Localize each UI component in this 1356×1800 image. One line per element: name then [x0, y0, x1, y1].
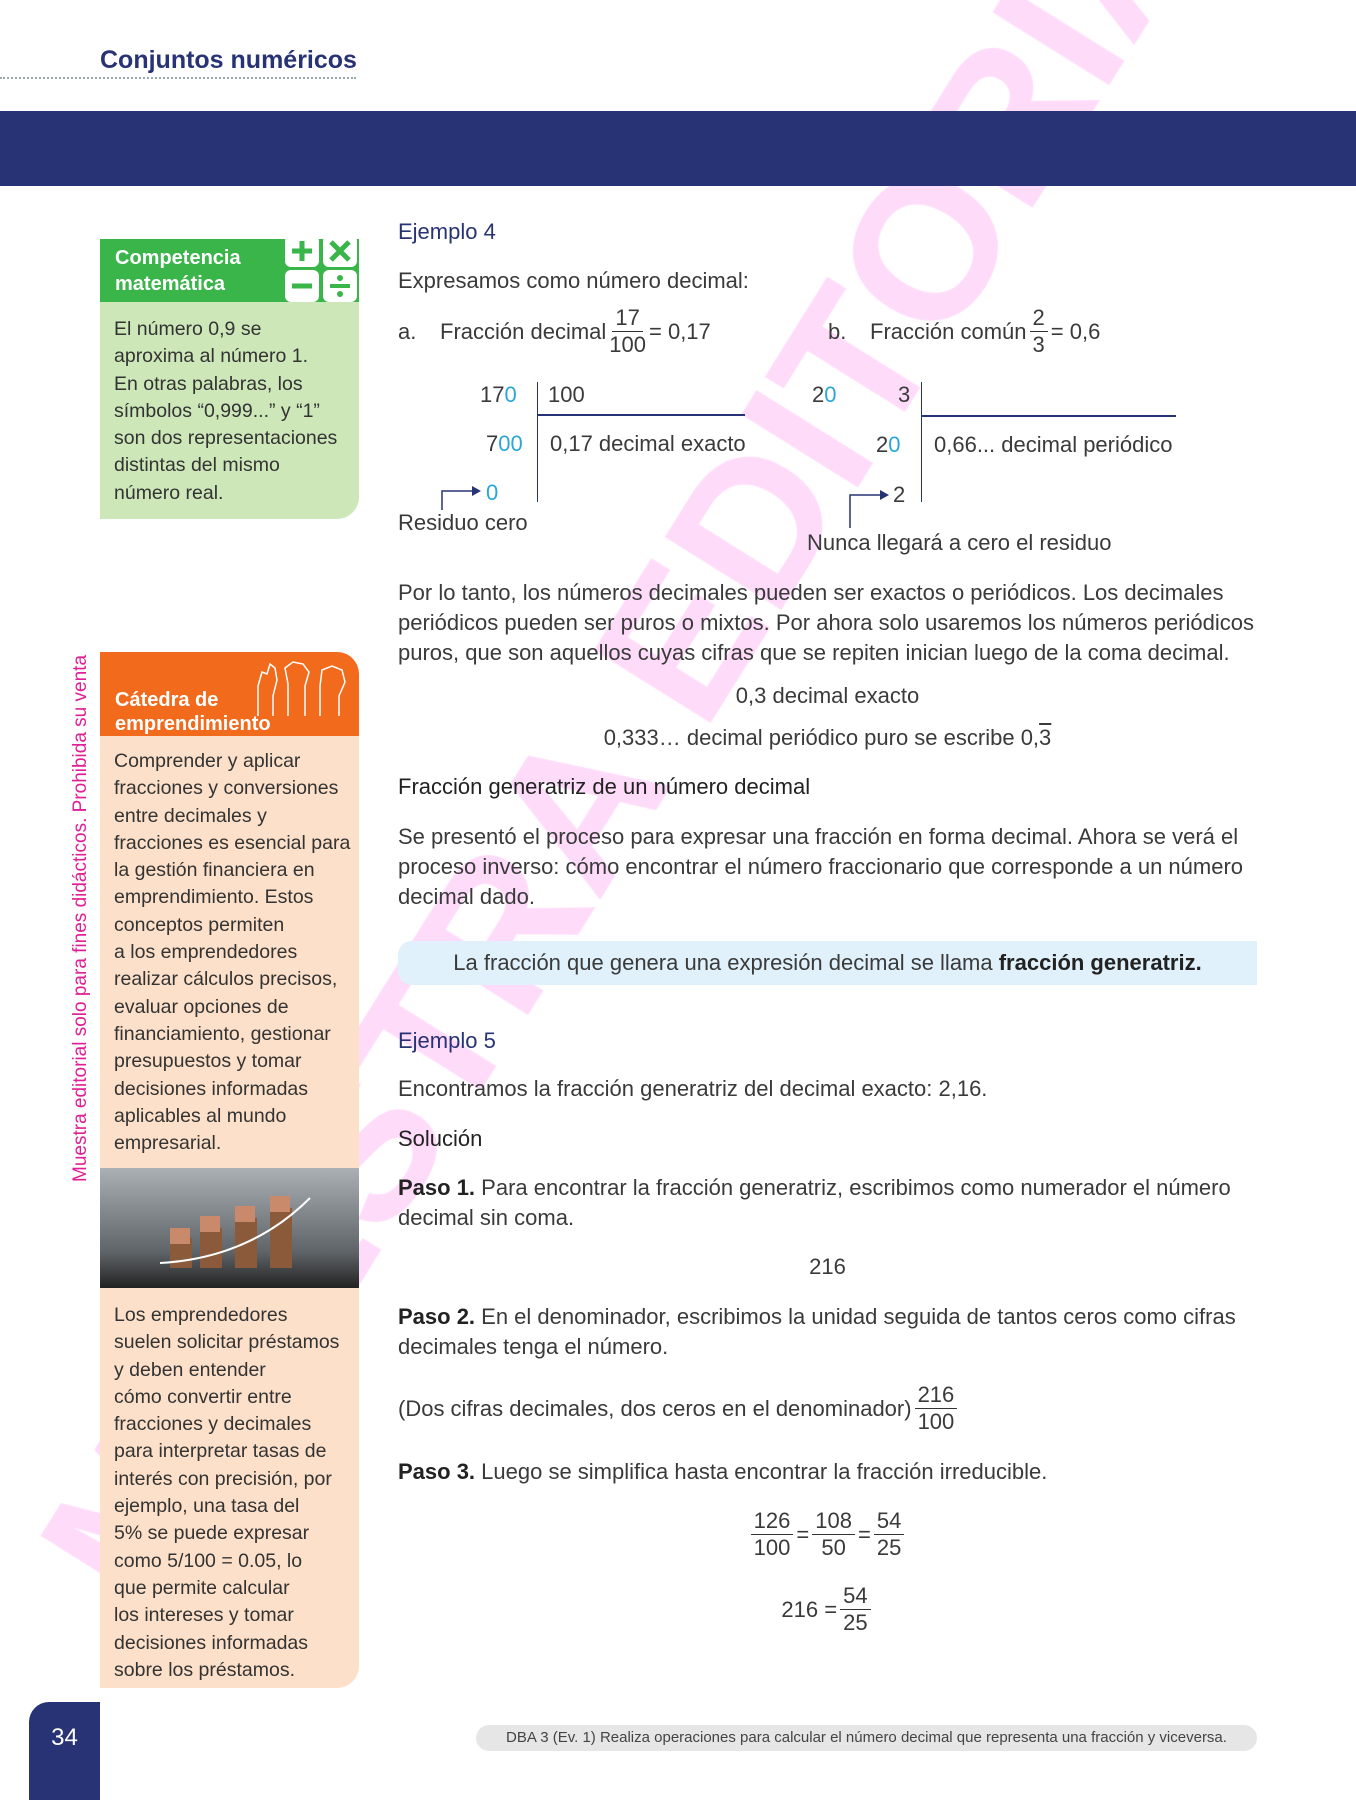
div-a-dividend [480, 380, 517, 410]
periodic-digit: 3 [1039, 725, 1052, 750]
added-zero: 0 [824, 382, 837, 407]
final-result [398, 1583, 1257, 1636]
text-line: presupuestos y tomar [114, 1050, 302, 1073]
text-line: En otras palabras, los [114, 372, 303, 395]
arrow-icon [440, 486, 484, 510]
simplification-chain [398, 1508, 1257, 1561]
definition-highlight [398, 941, 1257, 985]
text-line: fracciones es esencial para [114, 831, 351, 854]
catedra-body-2 [100, 1288, 359, 1688]
text-line: distintas del mismo [114, 454, 280, 477]
div-a-remainder: 0 [486, 480, 499, 505]
digits: 7 [486, 431, 499, 456]
calculator-icon [283, 233, 361, 303]
text: En el denominador, escribimos la unidad seguida de tantos ceros como cifras [475, 1304, 1236, 1329]
added-zero: 0 [504, 382, 517, 407]
raised-hands-icon [250, 656, 355, 716]
paragraph-decimals [398, 578, 1254, 668]
div-b-vline [921, 382, 922, 502]
catedra-title-1: Cátedra de [115, 689, 219, 711]
text-line: son dos representaciones [114, 427, 338, 450]
text-line: como 5/100 = 0.05, lo [114, 1549, 303, 1572]
example-exact: 0,3 decimal exacto [735, 683, 920, 708]
text-line: que permite calcular [114, 1576, 290, 1599]
text: 216 = [781, 1596, 838, 1622]
equals: = [796, 1521, 810, 1547]
text-line: aproxima al número 1. [114, 345, 309, 368]
ejemplo4-intro: Expresamos como número decimal: [398, 268, 749, 293]
text-line: proceso inverso: cómo encontrar el número fraccionario que corresponde a un número [398, 854, 1244, 879]
numerator: 126 [751, 1508, 794, 1535]
step-label: Paso 3. [398, 1459, 476, 1484]
numerator: 54 [840, 1583, 870, 1610]
text-line: suelen solicitar préstamos [114, 1331, 340, 1354]
solucion-label: Solución [398, 1126, 483, 1151]
section-title: Conjuntos numéricos [100, 46, 357, 74]
text-line: Los emprendedores [114, 1304, 288, 1326]
text-line: El número 0,9 se [114, 318, 262, 340]
header-divider [0, 77, 356, 79]
fraction [874, 1508, 904, 1561]
bold-term: fracción generatriz. [998, 950, 1202, 975]
fraction [812, 1508, 855, 1561]
item-a-result: = 0,17 [649, 318, 711, 344]
competencia-title-1: Competencia [115, 247, 241, 269]
dba-footer: DBA 3 (Ev. 1) Realiza operaciones para calcular el número decimal que representa una fracción y viceversa. [476, 1725, 1257, 1751]
numerator: 108 [812, 1508, 855, 1535]
competencia-body [100, 302, 359, 519]
text-line: decisiones informadas [114, 1631, 309, 1654]
section-paragraph [398, 822, 1243, 912]
fraction-17-100 [609, 305, 646, 358]
text: 0,333… decimal periódico puro se escribe 0, [603, 725, 1040, 750]
text-line: empresarial. [114, 1132, 222, 1155]
added-zero: 0 [888, 432, 901, 457]
div-b-quotient: 0,66... decimal periódico [934, 432, 1173, 457]
text-line: símbolos “0,999...” y “1” [114, 399, 320, 422]
div-a-row2 [486, 429, 523, 459]
text-line: realizar cálculos precisos, [114, 968, 338, 991]
catedra-header [100, 652, 359, 736]
numerator-216: 216 [809, 1254, 846, 1279]
text: La fracción que genera una expresión decimal se llama [453, 950, 999, 975]
text-line: sobre los préstamos. [114, 1658, 295, 1681]
text-line: y deben entender [114, 1358, 266, 1381]
item-b-result: = 0,6 [1050, 318, 1101, 344]
denominator: 100 [917, 1409, 955, 1434]
numerator: 216 [915, 1382, 958, 1409]
fraction [840, 1583, 870, 1636]
div-a-quotient: 0,17 decimal exacto [550, 431, 746, 456]
text-line: decimal dado. [398, 884, 535, 909]
text-line: número real. [114, 481, 224, 504]
div-b-note: Nunca llegará a cero el residuo [807, 530, 1112, 555]
item-a-text: Fracción decimal [440, 318, 607, 344]
fraction-2-3 [1030, 305, 1048, 358]
numerator: 17 [612, 305, 642, 332]
text-line: a los emprendedores [114, 941, 298, 964]
div-b-dividend [812, 380, 837, 410]
example-periodic [398, 723, 1257, 753]
text-line: evaluar opciones de [114, 995, 289, 1018]
denominator: 25 [876, 1535, 902, 1560]
item-b-label: b. [828, 318, 847, 344]
div-b-divisor: 3 [898, 382, 911, 407]
numerator: 2 [1030, 305, 1048, 332]
text-line: periódicos pueden ser puros o mixtos. Por ahora solo usaremos los números periódicos [398, 610, 1254, 635]
text-line: interés con precisión, por [114, 1467, 332, 1490]
denominator: 100 [609, 332, 646, 357]
denominator: 25 [843, 1610, 868, 1635]
div-a-vline [537, 382, 538, 502]
text: (Dos cifras decimales, dos ceros en el denominador) [398, 1395, 912, 1421]
text-line: para interpretar tasas de [114, 1440, 327, 1463]
vertical-watermark: Muestra editorial solo para fines didácticos. Prohibida su venta [70, 654, 91, 1182]
ejemplo5-title: Ejemplo 5 [398, 1028, 496, 1053]
text-line: Se presentó el proceso para expresar una fracción en forma decimal. Ahora se verá el [398, 824, 1239, 849]
step-label: Paso 2. [398, 1304, 476, 1329]
text-line: ejemplo, una tasa del [114, 1495, 300, 1518]
div-a-hline [537, 414, 745, 416]
arrow-icon [848, 486, 892, 528]
header-band [0, 111, 1356, 186]
ejemplo4-title: Ejemplo 4 [398, 219, 496, 244]
dos-cifras-line [398, 1382, 960, 1435]
paso1 [398, 1173, 1231, 1233]
text-line: Por lo tanto, los números decimales pueden ser exactos o periódicos. Los decimales [398, 580, 1224, 605]
text-line: 5% se puede expresar [114, 1522, 310, 1545]
div-b-row2 [876, 430, 901, 460]
fraction-216-100 [915, 1382, 958, 1435]
text-line: financiamiento, gestionar [114, 1022, 331, 1045]
text-line: cómo convertir entre [114, 1385, 292, 1408]
numerator: 54 [874, 1508, 904, 1535]
page-number: 34 [29, 1702, 100, 1800]
ejemplo5-intro: Encontramos la fracción generatriz del decimal exacto: 2,16. [398, 1076, 988, 1101]
text: Para encontrar la fracción generatriz, escribimos como numerador el número [475, 1175, 1231, 1200]
item-a [398, 305, 711, 358]
section-heading: Fracción generatriz de un número decimal [398, 774, 811, 799]
paso2 [398, 1302, 1236, 1362]
equals: = [857, 1521, 871, 1547]
text-line: la gestión financiera en [114, 859, 315, 882]
text-line: los intereses y tomar [114, 1604, 294, 1627]
added-zeros: 00 [498, 431, 523, 456]
digits: 2 [876, 432, 889, 457]
item-b [828, 305, 1100, 358]
text-line: Comprender y aplicar [114, 750, 301, 772]
div-b-remainder: 2 [893, 482, 906, 507]
item-b-text: Fracción común [870, 318, 1027, 344]
step-label: Paso 1. [398, 1175, 476, 1200]
fraction [751, 1508, 794, 1561]
text-line: conceptos permiten [114, 913, 285, 936]
text-line: puros, que son aquellos cuyas cifras que se repiten inician luego de la coma decimal. [398, 640, 1230, 665]
text-line: decimales tenga el número. [398, 1334, 669, 1359]
text-line: fracciones y conversiones [114, 777, 339, 800]
digits: 17 [480, 382, 505, 407]
paso3 [398, 1457, 1047, 1487]
div-b-hline [921, 415, 1176, 417]
text-line: fracciones y decimales [114, 1413, 312, 1436]
coins-percent-photo [100, 1168, 359, 1288]
text: Luego se simplifica hasta encontrar la fracción irreducible. [475, 1459, 1048, 1484]
item-a-label: a. [398, 318, 417, 344]
digits: 2 [812, 382, 825, 407]
text-line: decimal sin coma. [398, 1205, 575, 1230]
denominator: 3 [1032, 332, 1045, 357]
catedra-title-2: emprendimiento [115, 713, 271, 735]
div-a-note: Residuo cero [398, 510, 528, 535]
text-line: emprendimiento. Estos [114, 886, 314, 909]
denominator: 100 [753, 1535, 791, 1560]
catedra-body [100, 736, 359, 1168]
text-line: decisiones informadas [114, 1077, 309, 1100]
denominator: 50 [821, 1535, 846, 1560]
text-line: entre decimales y [114, 804, 267, 827]
text-line: aplicables al mundo [114, 1104, 287, 1127]
div-a-divisor: 100 [548, 382, 585, 407]
competencia-title-2: matemática [115, 273, 226, 295]
